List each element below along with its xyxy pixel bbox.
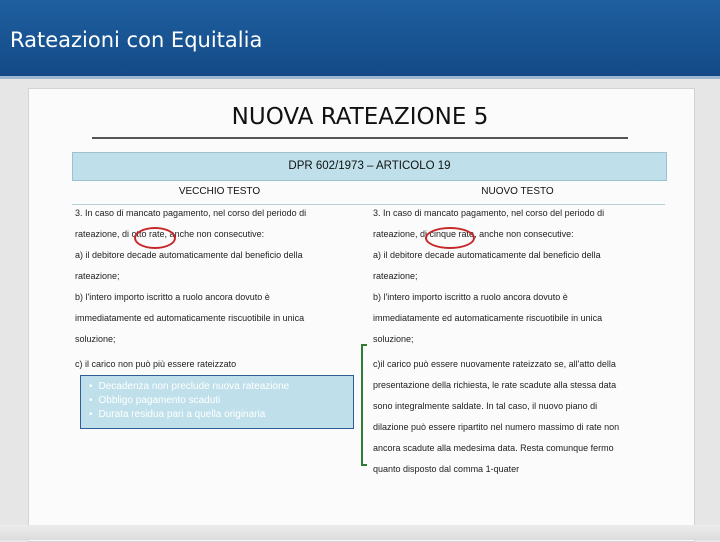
new-text-line: a) il debitore decade automaticamente dal beneficio della — [373, 250, 601, 260]
new-text-line: presentazione della richiesta, le rate scadute alla stessa data — [373, 380, 617, 390]
summary-item: • Obbligo pagamento scaduti — [89, 394, 353, 408]
summary-note-box — [80, 375, 354, 429]
header-title: Rateazioni con Equitalia — [10, 28, 263, 52]
summary-list — [81, 376, 353, 422]
new-text-line: rateazione, di cinque rate, anche non consecutive: — [373, 229, 574, 239]
new-text-line: soluzione; — [373, 334, 414, 344]
change-bracket — [361, 344, 367, 466]
table-caption: DPR 602/1973 – ARTICOLO 19 — [288, 160, 451, 172]
new-text-line: b) l'intero importo iscritto a ruolo ancora dovuto è — [373, 292, 568, 302]
old-text-line: 3. In caso di mancato pagamento, nel corso del periodo di — [75, 208, 307, 218]
table-caption-bar — [72, 152, 667, 181]
old-text-line: soluzione; — [75, 334, 116, 344]
new-text-line: quanto disposto dal comma 1-quater — [373, 464, 520, 474]
summary-item: • Durata residua pari a quella originaria — [89, 408, 353, 422]
new-text-line: dilazione può essere ripartito nel numero massimo di rate non — [373, 422, 620, 432]
old-text-line: immediatamente ed automaticamente riscuotibile in unica — [75, 313, 305, 323]
new-text-line: immediatamente ed automaticamente riscuotibile in unica — [373, 313, 603, 323]
title-underline — [92, 137, 628, 139]
old-text-column — [75, 203, 363, 375]
old-text-line: b) l'intero importo iscritto a ruolo ancora dovuto è — [75, 292, 270, 302]
new-text-line: rateazione; — [373, 271, 418, 281]
old-text-line: rateazione, di otto rate, anche non consecutive: — [75, 229, 265, 239]
highlight-circle-cinque — [425, 227, 475, 249]
new-text-column — [373, 203, 661, 480]
footer-stripe — [0, 525, 720, 540]
old-text-line: c) il carico non può più essere rateizzato — [75, 359, 237, 369]
old-text-line: a) il debitore decade automaticamente dal beneficio della — [75, 250, 303, 260]
summary-item: • Decadenza non preclude nuova rateazione — [89, 380, 353, 394]
new-text-line: ancora scadute alla medesima data. Resta comunque fermo — [373, 443, 614, 453]
highlight-circle-otto — [134, 227, 176, 249]
header-divider — [0, 76, 720, 79]
right-column-header: NUOVO TESTO — [481, 186, 554, 197]
old-text-line: rateazione; — [75, 271, 120, 281]
new-text-line: sono integralmente saldate. In tal caso, il nuovo piano di — [373, 401, 598, 411]
new-text-line: 3. In caso di mancato pagamento, nel corso del periodo di — [373, 208, 605, 218]
header-bar — [0, 0, 720, 76]
slide-title: NUOVA RATEAZIONE 5 — [231, 104, 489, 130]
new-text-line: c)il carico può essere nuovamente rateizzato se, all'atto della — [373, 359, 616, 369]
left-column-header: VECCHIO TESTO — [178, 186, 261, 197]
